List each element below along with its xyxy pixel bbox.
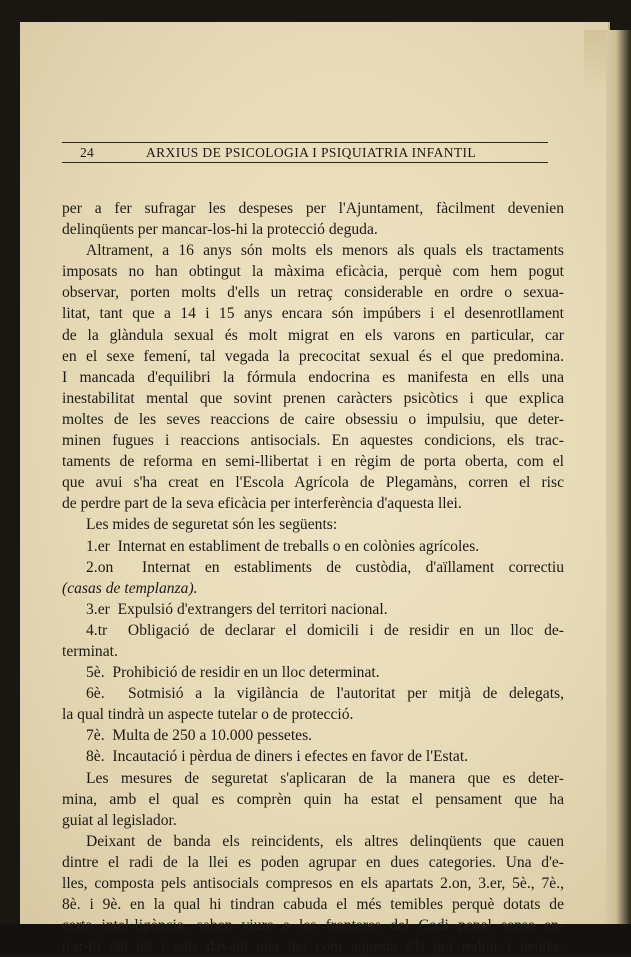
text-line: moltes de les seves reaccions de caire obsessiu o impulsiu, que deter- <box>62 410 564 428</box>
running-header <box>62 138 548 172</box>
text-line: per a fer sufragar les despeses per l'Ajuntament, fàcilment devenien <box>62 200 564 217</box>
text-line: observar, porten molts d'ells un retraç considerable en ordre o sexua- <box>62 284 564 302</box>
text-line: minen fugues i reaccions antisocials. En aquestes condicions, els trac- <box>62 432 564 450</box>
text-line: inestabilitat mental que sovint prenen caràcters psicòtics i que explica <box>62 389 564 407</box>
text-line: guiat al legislador. <box>62 811 177 829</box>
facing-page-edge <box>606 30 631 930</box>
list-item: 7è. Multa de 250 a 10.000 pessetes. <box>86 727 313 745</box>
page-number: 24 <box>80 145 94 160</box>
text-line: lles, composta pels antisocials compresos en els apartats 2.on, 3.er, 5è., 7è., <box>62 875 564 892</box>
list-item: 3.er Expulsió d'extrangers del territori nacional. <box>86 600 388 618</box>
list-item: 6è. Sotmisió a la vigilància de l'autoritat per mitjà de delegats, <box>86 685 564 703</box>
list-item: 2.on Internat en establiments de custòdia, d'aïllament correctiu <box>86 558 564 576</box>
text-line: (casas de templanza). <box>62 579 198 597</box>
list-item: 4.tr Obligació de declarar el domicili i de residir en un lloc de- <box>86 621 564 639</box>
text-line: Les mesures de seguretat s'aplicaran de la manera que es deter- <box>86 769 564 787</box>
text-line: la qual tindrà un aspecte tutelar o de protecció. <box>62 706 354 724</box>
page-stain <box>584 30 606 88</box>
text-line: terminat. <box>62 642 118 660</box>
text-line: delinqüents per mancar-los-hi la protecció deguda. <box>62 221 378 239</box>
text-line: taments de reforma en semi-llibertat i en règim de porta oberta, com el <box>62 453 564 471</box>
running-title: ARXIUS DE PSICOLOGIA I PSIQUIATRIA INFANTIL <box>146 145 477 160</box>
text-line: de perdre part de la seva eficàcia per interferència d'aquesta llei. <box>62 495 462 513</box>
text-line: trar-hi del tot i sols davant una llei com aquesta s'ls pot reduir i neutra- <box>62 938 564 956</box>
header-rule-top <box>62 142 548 143</box>
text-line: litat, tant que a 14 i 15 anys encara són impúbers i el desenrotllament <box>62 305 564 323</box>
text-line: en el sexe femení, tal vegada la precocitat sexual és el que predomina. <box>62 347 564 365</box>
list-item: 1.er Internat en establiment de treballs o en colònies agrícoles. <box>86 537 480 555</box>
list-item: 5è. Prohibició de residir en un lloc determinat. <box>86 664 380 682</box>
text-line: Deixant de banda els reincidents, els altres delinqüents que cauen <box>86 832 564 850</box>
text-line: de la glàndula sexual és molt migrat en els varons en particular, car <box>62 326 564 344</box>
text-line: certa intel·ligència, saben viure a les fronteres del Codi penal sense en- <box>62 917 564 935</box>
text-line: Altrament, a 16 anys són molts els menors als quals els tractaments <box>86 242 564 260</box>
list-item: 8è. Incautació i pèrdua de diners i efectes en favor de l'Estat. <box>86 748 469 766</box>
text-line: mina, amb el qual es comprèn quin ha estat el pensament que ha <box>62 790 564 808</box>
text-line: dintre el radi de la llei es poden agrupar en dues categories. Una d'e- <box>62 853 564 871</box>
text-line: I mancada d'equilibri la fórmula endocrina es manifesta en ells una <box>62 368 564 386</box>
text-line: que avui s'ha creat en l'Escola Agrícola de Plegamàns, corren el risc <box>62 474 564 492</box>
text-line: Les mides de seguretat són les següents: <box>86 516 338 534</box>
text-line: imposats no han obtingut la màxima eficàcia, perquè com hem pogut <box>62 263 564 281</box>
text-line: 8è. i 9è. en la qual hi tindran cabuda el més temibles perquè dotats de <box>62 896 564 914</box>
header-rule-bottom <box>62 162 548 163</box>
body-text <box>62 198 564 957</box>
